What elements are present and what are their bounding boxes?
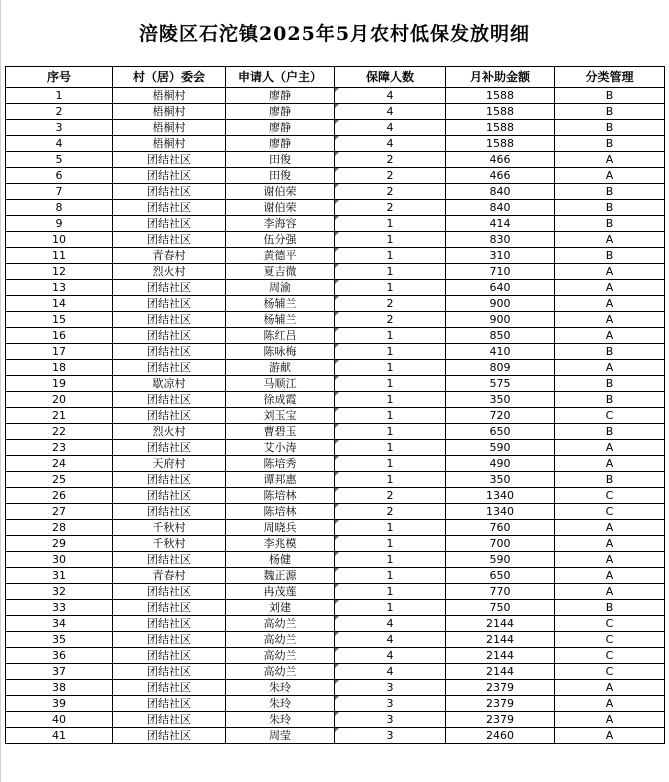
cell-persons[interactable]: 1	[335, 248, 446, 264]
table-row	[6, 136, 665, 152]
cell-category[interactable]: B	[555, 136, 665, 152]
cell-persons[interactable]: 2	[335, 168, 446, 184]
cell-village[interactable]: 团结社区	[113, 152, 226, 168]
cell-amount[interactable]: 1340	[446, 504, 555, 520]
cell-village[interactable]: 团结社区	[113, 168, 226, 184]
cell-amount[interactable]: 900	[446, 312, 555, 328]
table-row	[6, 616, 665, 632]
cell-category[interactable]: A	[555, 280, 665, 296]
cell-index[interactable]: 5	[6, 152, 113, 168]
cell-amount[interactable]: 1588	[446, 104, 555, 120]
cell-village[interactable]: 团结社区	[113, 552, 226, 568]
cell-category[interactable]: B	[555, 424, 665, 440]
cell-category[interactable]: C	[555, 648, 665, 664]
table-row	[6, 168, 665, 184]
cell-category[interactable]: B	[555, 216, 665, 232]
table-row	[6, 392, 665, 408]
cell-persons[interactable]: 1	[335, 552, 446, 568]
cell-persons[interactable]: 4	[335, 104, 446, 120]
cell-persons[interactable]: 1	[335, 408, 446, 424]
cell-applicant[interactable]: 廖静	[226, 120, 335, 136]
cell-village[interactable]: 团结社区	[113, 328, 226, 344]
cell-village[interactable]: 天府村	[113, 456, 226, 472]
cell-applicant[interactable]: 杨健	[226, 552, 335, 568]
cell-persons[interactable]: 4	[335, 88, 446, 104]
cell-applicant[interactable]: 田俊	[226, 152, 335, 168]
cell-category[interactable]: B	[555, 88, 665, 104]
cell-amount[interactable]: 414	[446, 216, 555, 232]
cell-index[interactable]: 3	[6, 120, 113, 136]
cell-category[interactable]: C	[555, 632, 665, 648]
cell-category[interactable]: C	[555, 488, 665, 504]
sheet-left-edge	[0, 0, 1, 782]
cell-amount[interactable]: 590	[446, 440, 555, 456]
cell-applicant[interactable]: 曹碧玉	[226, 424, 335, 440]
cell-amount[interactable]: 1588	[446, 88, 555, 104]
cell-index[interactable]: 23	[6, 440, 113, 456]
cell-applicant[interactable]: 李海容	[226, 216, 335, 232]
allowance-table	[5, 66, 665, 744]
table-header-row	[6, 67, 665, 88]
cell-applicant[interactable]: 高幼兰	[226, 616, 335, 632]
cell-applicant[interactable]: 高幼兰	[226, 632, 335, 648]
cell-persons[interactable]: 1	[335, 424, 446, 440]
cell-applicant[interactable]: 刘建	[226, 600, 335, 616]
cell-applicant[interactable]: 陈红吕	[226, 328, 335, 344]
cell-applicant[interactable]: 谭邦惠	[226, 472, 335, 488]
cell-village[interactable]: 团结社区	[113, 504, 226, 520]
table-row	[6, 504, 665, 520]
cell-amount[interactable]: 1588	[446, 120, 555, 136]
table-row	[6, 248, 665, 264]
cell-village[interactable]: 团结社区	[113, 600, 226, 616]
table-row	[6, 200, 665, 216]
cell-amount[interactable]: 720	[446, 408, 555, 424]
cell-amount[interactable]: 770	[446, 584, 555, 600]
cell-village[interactable]: 团结社区	[113, 216, 226, 232]
table-row	[6, 520, 665, 536]
cell-amount[interactable]: 350	[446, 472, 555, 488]
cell-village[interactable]: 团结社区	[113, 696, 226, 712]
cell-category[interactable]: B	[555, 600, 665, 616]
cell-applicant[interactable]: 李兆模	[226, 536, 335, 552]
cell-index[interactable]: 21	[6, 408, 113, 424]
cell-category[interactable]: A	[555, 696, 665, 712]
table-row	[6, 648, 665, 664]
cell-index[interactable]: 11	[6, 248, 113, 264]
cell-applicant[interactable]: 周晓兵	[226, 520, 335, 536]
cell-index[interactable]: 27	[6, 504, 113, 520]
cell-village[interactable]: 梧桐村	[113, 120, 226, 136]
table-row	[6, 216, 665, 232]
cell-amount[interactable]: 850	[446, 328, 555, 344]
table-row	[6, 376, 665, 392]
cell-applicant[interactable]: 廖静	[226, 88, 335, 104]
cell-village[interactable]: 团结社区	[113, 440, 226, 456]
cell-village[interactable]: 团结社区	[113, 280, 226, 296]
cell-index[interactable]: 39	[6, 696, 113, 712]
cell-index[interactable]: 22	[6, 424, 113, 440]
cell-amount[interactable]: 2144	[446, 632, 555, 648]
cell-persons[interactable]: 4	[335, 616, 446, 632]
cell-index[interactable]: 38	[6, 680, 113, 696]
cell-persons[interactable]: 3	[335, 680, 446, 696]
cell-index[interactable]: 30	[6, 552, 113, 568]
cell-amount[interactable]: 750	[446, 600, 555, 616]
cell-applicant[interactable]: 田俊	[226, 168, 335, 184]
cell-amount[interactable]: 410	[446, 344, 555, 360]
cell-index[interactable]: 2	[6, 104, 113, 120]
cell-persons[interactable]: 4	[335, 664, 446, 680]
cell-amount[interactable]: 710	[446, 264, 555, 280]
table-row	[6, 712, 665, 728]
cell-applicant[interactable]: 夏吉微	[226, 264, 335, 280]
cell-amount[interactable]: 1340	[446, 488, 555, 504]
cell-index[interactable]: 8	[6, 200, 113, 216]
cell-persons[interactable]: 3	[335, 728, 446, 744]
cell-village[interactable]: 团结社区	[113, 360, 226, 376]
cell-village[interactable]: 团结社区	[113, 296, 226, 312]
table-row	[6, 696, 665, 712]
cell-category[interactable]: A	[555, 232, 665, 248]
cell-village[interactable]: 梧桐村	[113, 104, 226, 120]
cell-village[interactable]: 千秋村	[113, 520, 226, 536]
cell-amount[interactable]: 2379	[446, 680, 555, 696]
table-row	[6, 264, 665, 280]
cell-amount[interactable]: 840	[446, 200, 555, 216]
table-row	[6, 680, 665, 696]
cell-category[interactable]: A	[555, 440, 665, 456]
cell-village[interactable]: 团结社区	[113, 680, 226, 696]
cell-category[interactable]: B	[555, 344, 665, 360]
cell-village[interactable]: 千秋村	[113, 536, 226, 552]
cell-index[interactable]: 9	[6, 216, 113, 232]
cell-amount[interactable]: 310	[446, 248, 555, 264]
cell-applicant[interactable]: 周渝	[226, 280, 335, 296]
cell-applicant[interactable]: 杨辅兰	[226, 312, 335, 328]
cell-amount[interactable]: 2144	[446, 648, 555, 664]
cell-index[interactable]: 13	[6, 280, 113, 296]
cell-amount[interactable]: 466	[446, 168, 555, 184]
table-row	[6, 88, 665, 104]
cell-village[interactable]: 团结社区	[113, 632, 226, 648]
cell-applicant[interactable]: 游献	[226, 360, 335, 376]
cell-applicant[interactable]: 陈培林	[226, 488, 335, 504]
cell-village[interactable]: 歇凉村	[113, 376, 226, 392]
table-row	[6, 440, 665, 456]
cell-amount[interactable]: 575	[446, 376, 555, 392]
cell-category[interactable]: C	[555, 664, 665, 680]
cell-village[interactable]: 团结社区	[113, 344, 226, 360]
cell-category[interactable]: B	[555, 392, 665, 408]
cell-amount[interactable]: 900	[446, 296, 555, 312]
cell-persons[interactable]: 1	[335, 360, 446, 376]
table-row	[6, 360, 665, 376]
cell-category[interactable]: A	[555, 728, 665, 744]
cell-category[interactable]: A	[555, 168, 665, 184]
cell-persons[interactable]: 3	[335, 696, 446, 712]
table-row	[6, 664, 665, 680]
cell-village[interactable]: 梧桐村	[113, 88, 226, 104]
cell-category[interactable]: C	[555, 616, 665, 632]
cell-persons[interactable]: 1	[335, 376, 446, 392]
cell-persons[interactable]: 1	[335, 440, 446, 456]
table-row	[6, 232, 665, 248]
cell-category[interactable]: B	[555, 376, 665, 392]
cell-applicant[interactable]: 廖静	[226, 104, 335, 120]
table-row	[6, 152, 665, 168]
cell-amount[interactable]: 1588	[446, 136, 555, 152]
table-body	[6, 88, 665, 744]
table-row	[6, 104, 665, 120]
cell-applicant[interactable]: 马顺江	[226, 376, 335, 392]
cell-persons[interactable]: 4	[335, 136, 446, 152]
cell-persons[interactable]: 1	[335, 456, 446, 472]
cell-persons[interactable]: 2	[335, 312, 446, 328]
cell-index[interactable]: 41	[6, 728, 113, 744]
cell-amount[interactable]: 2144	[446, 664, 555, 680]
cell-index[interactable]: 26	[6, 488, 113, 504]
table-row	[6, 408, 665, 424]
cell-applicant[interactable]: 高幼兰	[226, 664, 335, 680]
cell-applicant[interactable]: 冉茂莲	[226, 584, 335, 600]
cell-category[interactable]: A	[555, 456, 665, 472]
cell-persons[interactable]: 1	[335, 392, 446, 408]
cell-applicant[interactable]: 谢伯荣	[226, 184, 335, 200]
cell-village[interactable]: 青春村	[113, 568, 226, 584]
cell-persons[interactable]: 2	[335, 296, 446, 312]
cell-category[interactable]: A	[555, 584, 665, 600]
cell-amount[interactable]: 2144	[446, 616, 555, 632]
cell-category[interactable]: A	[555, 568, 665, 584]
cell-village[interactable]: 团结社区	[113, 184, 226, 200]
cell-index[interactable]: 7	[6, 184, 113, 200]
cell-amount[interactable]: 466	[446, 152, 555, 168]
cell-index[interactable]: 1	[6, 88, 113, 104]
cell-applicant[interactable]: 高幼兰	[226, 648, 335, 664]
cell-category[interactable]: A	[555, 536, 665, 552]
cell-index[interactable]: 19	[6, 376, 113, 392]
cell-amount[interactable]: 650	[446, 424, 555, 440]
cell-applicant[interactable]: 朱玲	[226, 680, 335, 696]
cell-persons[interactable]: 1	[335, 232, 446, 248]
cell-applicant[interactable]: 朱玲	[226, 696, 335, 712]
cell-applicant[interactable]: 陈培林	[226, 504, 335, 520]
table-row	[6, 488, 665, 504]
cell-applicant[interactable]: 陈咏梅	[226, 344, 335, 360]
cell-village[interactable]: 团结社区	[113, 616, 226, 632]
cell-village[interactable]: 团结社区	[113, 648, 226, 664]
cell-index[interactable]: 31	[6, 568, 113, 584]
cell-amount[interactable]: 840	[446, 184, 555, 200]
cell-amount[interactable]: 590	[446, 552, 555, 568]
cell-village[interactable]: 团结社区	[113, 232, 226, 248]
table-row	[6, 296, 665, 312]
cell-persons[interactable]: 1	[335, 584, 446, 600]
column-header-applicant[interactable]: 申请人（户主）	[226, 67, 335, 88]
cell-index[interactable]: 28	[6, 520, 113, 536]
cell-index[interactable]: 33	[6, 600, 113, 616]
cell-persons[interactable]: 2	[335, 184, 446, 200]
cell-applicant[interactable]: 魏正源	[226, 568, 335, 584]
cell-amount[interactable]: 2460	[446, 728, 555, 744]
cell-category[interactable]: A	[555, 296, 665, 312]
cell-village[interactable]: 团结社区	[113, 408, 226, 424]
table-row	[6, 312, 665, 328]
cell-index[interactable]: 14	[6, 296, 113, 312]
cell-village[interactable]: 团结社区	[113, 728, 226, 744]
cell-amount[interactable]: 490	[446, 456, 555, 472]
cell-applicant[interactable]: 黄德平	[226, 248, 335, 264]
table-row	[6, 280, 665, 296]
table-row	[6, 568, 665, 584]
cell-index[interactable]: 29	[6, 536, 113, 552]
table-row	[6, 536, 665, 552]
table-row	[6, 584, 665, 600]
cell-index[interactable]: 16	[6, 328, 113, 344]
cell-index[interactable]: 36	[6, 648, 113, 664]
cell-category[interactable]: A	[555, 712, 665, 728]
cell-index[interactable]: 24	[6, 456, 113, 472]
cell-persons[interactable]: 1	[335, 472, 446, 488]
table-row	[6, 728, 665, 744]
table-row	[6, 184, 665, 200]
table-row	[6, 328, 665, 344]
cell-index[interactable]: 35	[6, 632, 113, 648]
cell-persons[interactable]: 1	[335, 568, 446, 584]
cell-amount[interactable]: 350	[446, 392, 555, 408]
cell-index[interactable]: 12	[6, 264, 113, 280]
cell-persons[interactable]: 1	[335, 216, 446, 232]
page-title: 涪陵区石沱镇2025年5月农村低保发放明细	[138, 22, 531, 45]
cell-amount[interactable]: 2379	[446, 712, 555, 728]
cell-persons[interactable]: 2	[335, 200, 446, 216]
cell-applicant[interactable]: 陈培秀	[226, 456, 335, 472]
cell-amount[interactable]: 760	[446, 520, 555, 536]
cell-index[interactable]: 37	[6, 664, 113, 680]
cell-village[interactable]: 团结社区	[113, 200, 226, 216]
cell-persons[interactable]: 3	[335, 712, 446, 728]
cell-village[interactable]: 梧桐村	[113, 136, 226, 152]
cell-village[interactable]: 团结社区	[113, 392, 226, 408]
cell-village[interactable]: 烈火村	[113, 424, 226, 440]
cell-village[interactable]: 团结社区	[113, 488, 226, 504]
cell-category[interactable]: A	[555, 312, 665, 328]
cell-village[interactable]: 团结社区	[113, 472, 226, 488]
cell-category[interactable]: B	[555, 200, 665, 216]
cell-category[interactable]: A	[555, 360, 665, 376]
cell-category[interactable]: B	[555, 248, 665, 264]
cell-amount[interactable]: 650	[446, 568, 555, 584]
cell-index[interactable]: 20	[6, 392, 113, 408]
cell-village[interactable]: 团结社区	[113, 584, 226, 600]
cell-category[interactable]: C	[555, 504, 665, 520]
cell-applicant[interactable]: 伍分强	[226, 232, 335, 248]
cell-applicant[interactable]: 朱玲	[226, 712, 335, 728]
cell-category[interactable]: B	[555, 104, 665, 120]
cell-index[interactable]: 15	[6, 312, 113, 328]
table-row	[6, 552, 665, 568]
cell-persons[interactable]: 1	[335, 328, 446, 344]
column-header-category[interactable]: 分类管理	[555, 67, 665, 88]
cell-persons[interactable]: 2	[335, 488, 446, 504]
cell-persons[interactable]: 1	[335, 536, 446, 552]
cell-applicant[interactable]: 杨辅兰	[226, 296, 335, 312]
cell-index[interactable]: 10	[6, 232, 113, 248]
cell-amount[interactable]: 700	[446, 536, 555, 552]
cell-persons[interactable]: 2	[335, 152, 446, 168]
column-header-village[interactable]: 村（居）委会	[113, 67, 226, 88]
cell-category[interactable]: A	[555, 520, 665, 536]
cell-amount[interactable]: 640	[446, 280, 555, 296]
cell-applicant[interactable]: 周莹	[226, 728, 335, 744]
cell-index[interactable]: 40	[6, 712, 113, 728]
cell-village[interactable]: 烈火村	[113, 264, 226, 280]
cell-category[interactable]: A	[555, 152, 665, 168]
table-row	[6, 456, 665, 472]
cell-category[interactable]: A	[555, 328, 665, 344]
cell-index[interactable]: 18	[6, 360, 113, 376]
column-header-index[interactable]: 序号	[6, 67, 113, 88]
cell-village[interactable]: 团结社区	[113, 664, 226, 680]
cell-category[interactable]: A	[555, 680, 665, 696]
cell-persons[interactable]: 2	[335, 504, 446, 520]
cell-amount[interactable]: 830	[446, 232, 555, 248]
cell-index[interactable]: 17	[6, 344, 113, 360]
cell-applicant[interactable]: 艾小涛	[226, 440, 335, 456]
cell-amount[interactable]: 2379	[446, 696, 555, 712]
cell-applicant[interactable]: 刘玉宝	[226, 408, 335, 424]
cell-persons[interactable]: 1	[335, 280, 446, 296]
cell-amount[interactable]: 809	[446, 360, 555, 376]
cell-persons[interactable]: 4	[335, 120, 446, 136]
cell-persons[interactable]: 1	[335, 600, 446, 616]
cell-village[interactable]: 团结社区	[113, 712, 226, 728]
cell-persons[interactable]: 4	[335, 632, 446, 648]
table-row	[6, 632, 665, 648]
table-row	[6, 600, 665, 616]
cell-index[interactable]: 32	[6, 584, 113, 600]
cell-category[interactable]: B	[555, 184, 665, 200]
cell-applicant[interactable]: 谢伯荣	[226, 200, 335, 216]
cell-category[interactable]: A	[555, 264, 665, 280]
table-row	[6, 472, 665, 488]
cell-index[interactable]: 34	[6, 616, 113, 632]
column-header-persons[interactable]: 保障人数	[335, 67, 446, 88]
cell-category[interactable]: B	[555, 120, 665, 136]
cell-persons[interactable]: 1	[335, 344, 446, 360]
table-row	[6, 344, 665, 360]
table-row	[6, 120, 665, 136]
cell-persons[interactable]: 4	[335, 648, 446, 664]
column-header-amount[interactable]: 月补助金额	[446, 67, 555, 88]
cell-index[interactable]: 25	[6, 472, 113, 488]
cell-village[interactable]: 青春村	[113, 248, 226, 264]
cell-applicant[interactable]: 徐成霞	[226, 392, 335, 408]
table-row	[6, 424, 665, 440]
cell-index[interactable]: 6	[6, 168, 113, 184]
cell-category[interactable]: B	[555, 472, 665, 488]
cell-index[interactable]: 4	[6, 136, 113, 152]
cell-category[interactable]: C	[555, 408, 665, 424]
cell-applicant[interactable]: 廖静	[226, 136, 335, 152]
cell-category[interactable]: A	[555, 552, 665, 568]
cell-persons[interactable]: 1	[335, 264, 446, 280]
cell-persons[interactable]: 1	[335, 520, 446, 536]
cell-village[interactable]: 团结社区	[113, 312, 226, 328]
